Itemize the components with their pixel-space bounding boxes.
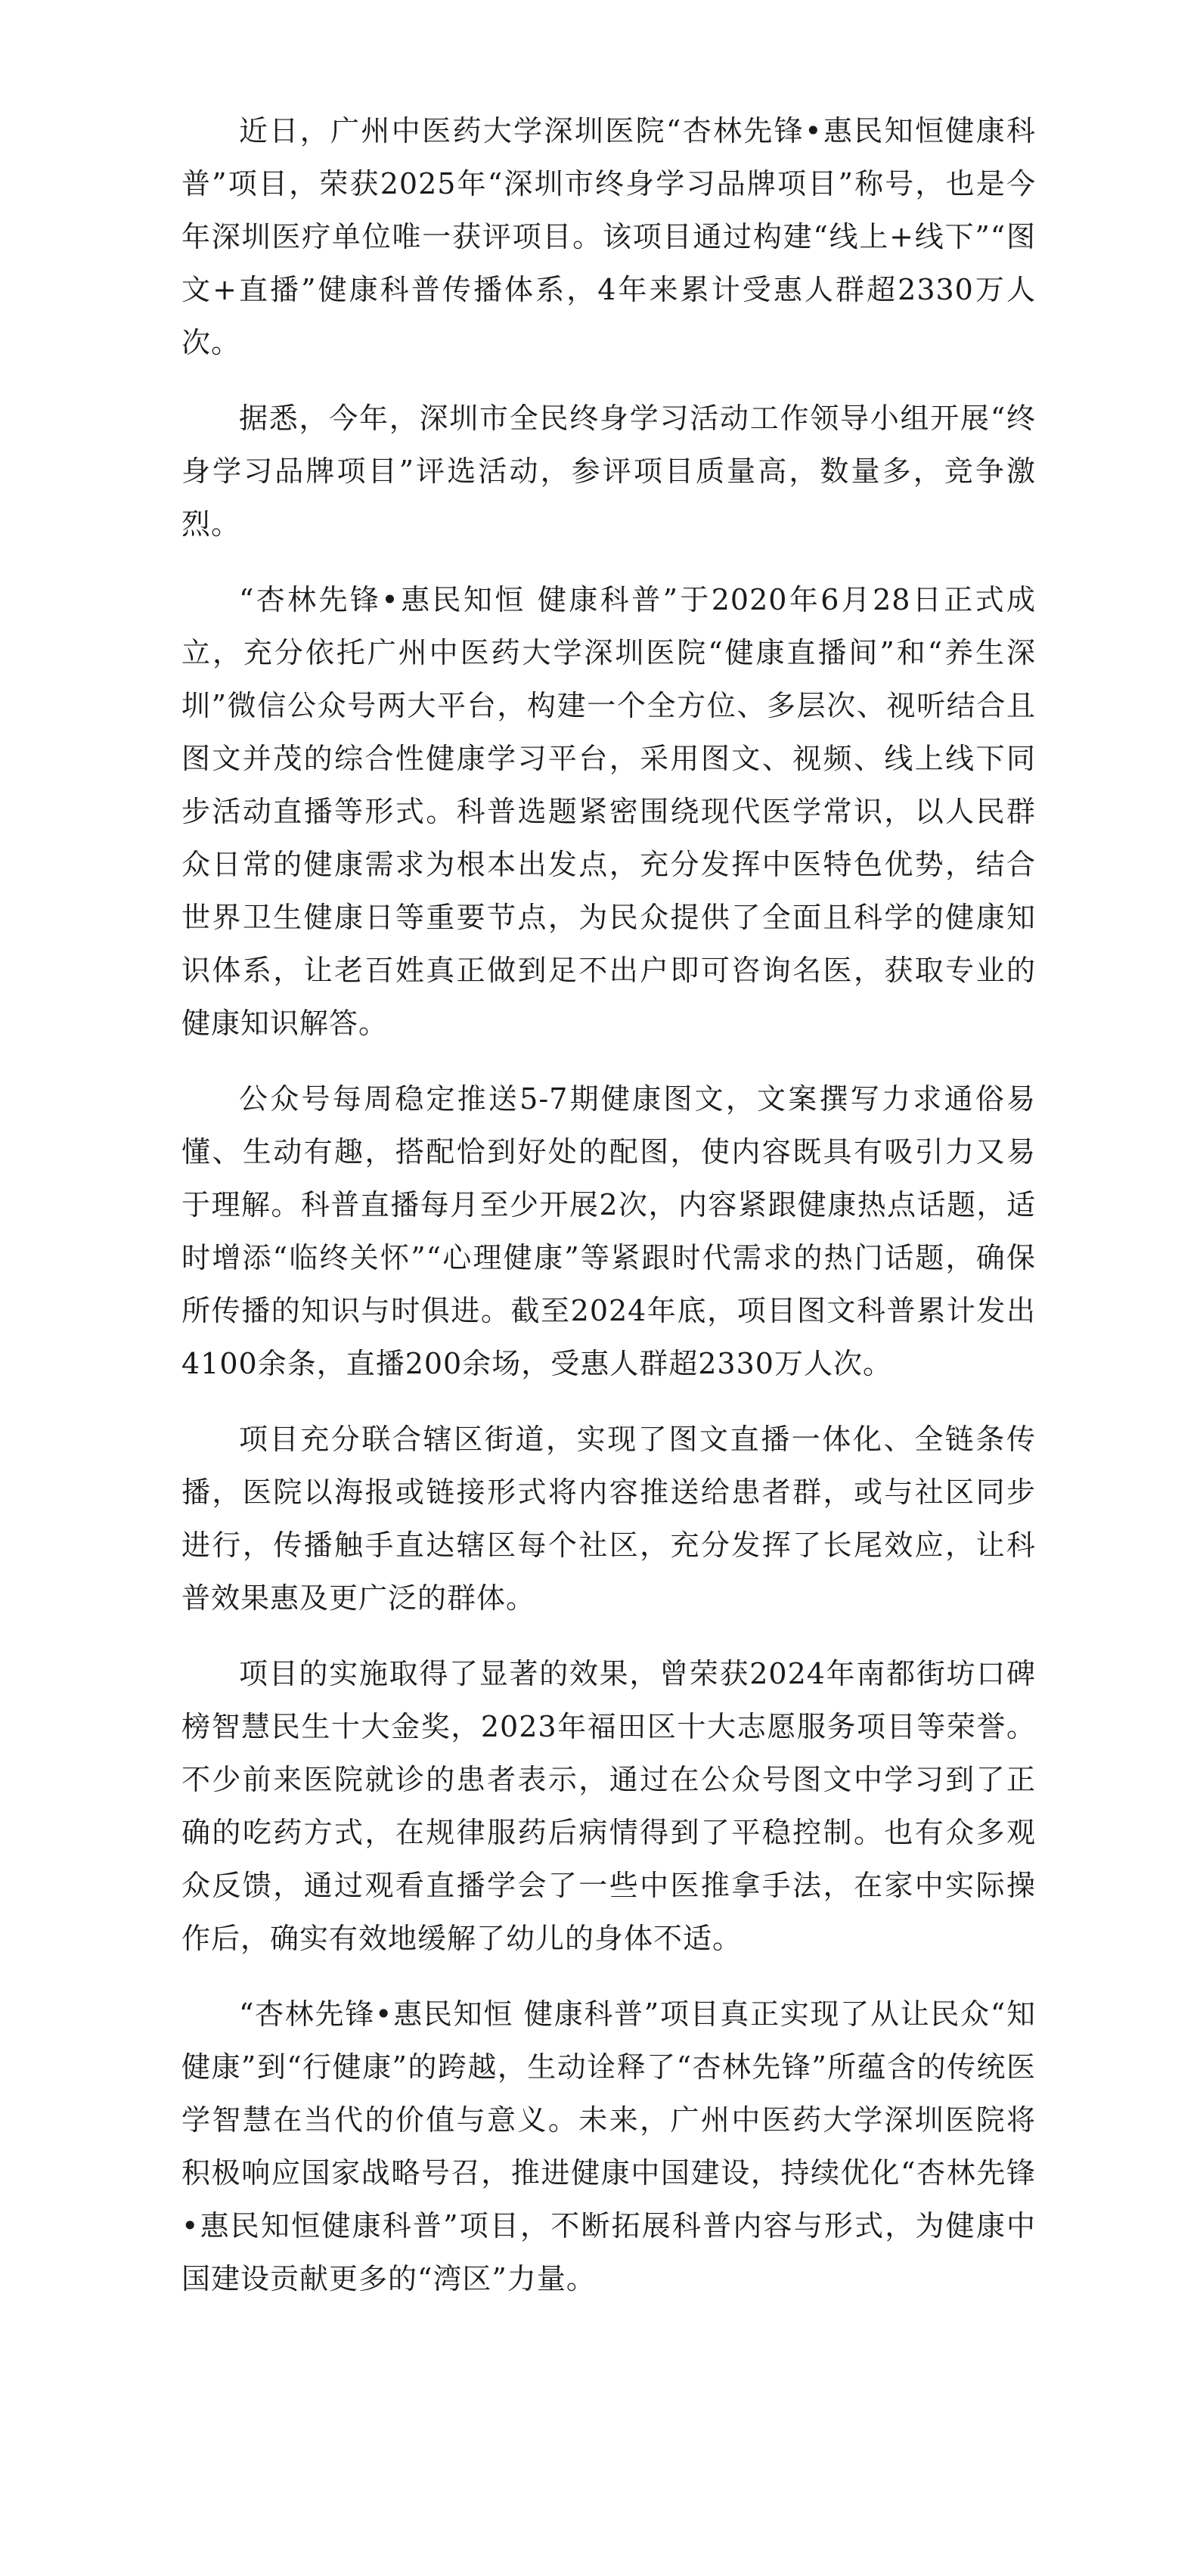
paragraph-project-founding: “杏林先锋•惠民知恒 健康科普”于2020年6月28日正式成立，充分依托广州中医药大学深圳医院“健康直播间”和“养生深圳”微信公众号两大平台，构建一个全方位、多层次、视听结合且图文并茂的综合性健康学习平台，采用图文、视频、线上线下同步活动直播等形式。科普选题紧密围绕现代医学常识，以人民群众日常的健康需求为根本出发点，充分发挥中医特色优势，结合世界卫生健康日等重要节点，为民众提供了全面且科学的健康知识体系，让老百姓真正做到足不出户即可咨询名医，获取专业的健康知识解答。 <box>181 583 1036 1040</box>
paragraph-selection-background: 据悉，今年，深圳市全民终身学习活动工作领导小组开展“终身学习品牌项目”评选活动，参评项目质量高，数量多，竞争激烈。 <box>181 402 1036 541</box>
paragraph-future-outlook: “杏林先锋•惠民知恒 健康科普”项目真正实现了从让民众“知健康”到“行健康”的跨越，生动诠释了“杏林先锋”所蕴含的传统医学智慧在当代的价值与意义。未来，广州中医药大学深圳医院将积极响应国家战略号召，推进健康中国建设，持续优化“杏林先锋•惠民知恒健康科普”项目，不断拓展科普内容与形式，为健康中国建设贡献更多的“湾区”力量。 <box>181 1997 1036 2295</box>
paragraph-content-output: 公众号每周稳定推送5-7期健康图文，文案撰写力求通俗易懂、生动有趣，搭配恰到好处的配图，使内容既具有吸引力又易于理解。科普直播每月至少开展2次，内容紧跟健康热点话题，适时增添“临终关怀”“心理健康”等紧跟时代需求的热门话题，确保所传播的知识与时俱进。截至2024年底，项目图文科普累计发出4100余条，直播200余场，受惠人群超2330万人次。 <box>181 1082 1036 1380</box>
article-body <box>181 104 1036 2328</box>
paragraph-award-announcement: 近日，广州中医药大学深圳医院“杏林先锋•惠民知恒健康科普”项目，荣获2025年“深圳市终身学习品牌项目”称号，也是今年深圳医疗单位唯一获评项目。该项目通过构建“线上+线下”“图文+直播”健康科普传播体系，4年来累计受惠人群超2330万人次。 <box>181 114 1036 359</box>
paragraph-community-outreach: 项目充分联合辖区街道，实现了图文直播一体化、全链条传播，医院以海报或链接形式将内容推送给患者群，或与社区同步进行，传播触手直达辖区每个社区，充分发挥了长尾效应，让科普效果惠及更广泛的群体。 <box>181 1423 1036 1615</box>
paragraph-results-honors: 项目的实施取得了显著的效果，曾荣获2024年南都街坊口碑榜智慧民生十大金奖，2023年福田区十大志愿服务项目等荣誉。不少前来医院就诊的患者表示，通过在公众号图文中学习到了正确的吃药方式，在规律服药后病情得到了平稳控制。也有众多观众反馈，通过观看直播学会了一些中医推拿手法，在家中实际操作后，确实有效地缓解了幼儿的身体不适。 <box>181 1657 1036 1955</box>
